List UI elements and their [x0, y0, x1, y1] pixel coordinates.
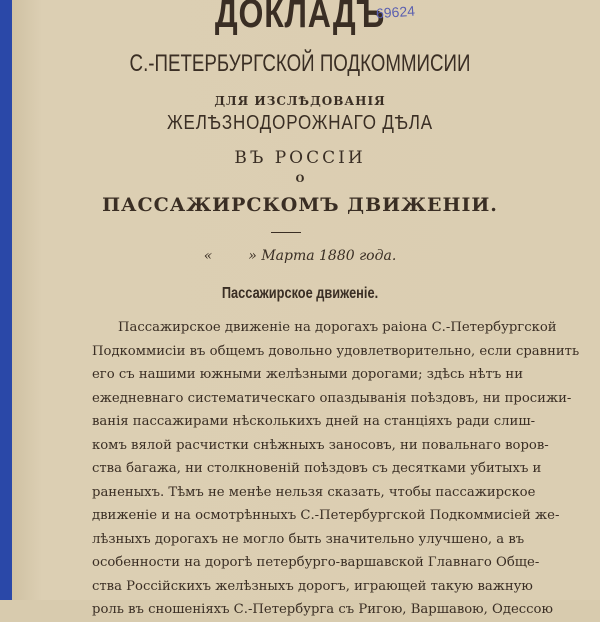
body-line: Подкоммисіи въ общемъ довольно удовлетворительно, если сравнить	[92, 343, 580, 359]
title-line-5: ВЪ РОССІИ	[234, 148, 366, 168]
body-line: раненыхъ. Тѣмъ не менѣе нельзя сказать, чтобы пассажирское	[92, 484, 536, 500]
title-line-7: ПАССАЖИРСКОМЪ ДВИЖЕНІИ.	[102, 194, 498, 216]
divider-rule	[271, 232, 301, 233]
section-heading: Пассажирское движеніе.	[221, 285, 379, 302]
inventory-stamp: 69624	[375, 2, 416, 22]
date-quote: «	[203, 248, 213, 264]
date-line	[0, 248, 600, 264]
body-line: особенности на дорогѣ петербурго-варшавской Главнаго Обще-	[92, 555, 540, 570]
body-line: Пассажирское движеніе на дорогахъ раіона С.-Петербургской	[118, 320, 557, 335]
body-line: ванія пассажирами нѣсколькихъ дней на станціяхъ ради слиш-	[92, 414, 536, 429]
body-line: ства Россійскихъ желѣзныхъ дорогъ, играющей такую важную	[92, 578, 533, 594]
body-line: ежедневнаго систематическаго опаздыванія поѣздовъ, ни просижи-	[92, 390, 572, 406]
body-line: его съ нашими южными желѣзными дорогами; здѣсь нѣтъ ни	[92, 367, 523, 382]
title-line-6: О	[295, 174, 305, 185]
body-line: лѣзныхъ дорогахъ не могло быть значительно улучшено, а въ	[92, 531, 525, 547]
blue-binding-strip	[0, 0, 12, 600]
date: » Марта 1880 года.	[248, 248, 397, 264]
body-text	[92, 316, 580, 622]
body-line: комъ вялой расчистки снѣжныхъ заносовъ, ни повальнаго воров-	[92, 437, 549, 453]
subtitle: С.-ПЕТЕРБУРГСКОЙ ПОДКОММИСИИ	[129, 50, 471, 77]
body-line: ства багажа, ни столкновеній поѣздовъ съ десятками убитыхъ и	[92, 461, 542, 476]
body-line: роль въ сношеніяхъ С.-Петербурга съ Ригою, Варшавою, Одессою	[92, 602, 553, 617]
document-title: ДОКЛАДЪ	[214, 0, 386, 36]
body-line: движеніе и на осмотрѣнныхъ С.-Петербургской Подкоммисіей же-	[92, 508, 560, 523]
title-line-4: ЖЕЛѢЗНОДОРОЖНАГО ДѢЛА	[167, 112, 433, 134]
title-line-3: ДЛЯ ИЗСЛѢДОВАНІЯ	[214, 94, 386, 108]
